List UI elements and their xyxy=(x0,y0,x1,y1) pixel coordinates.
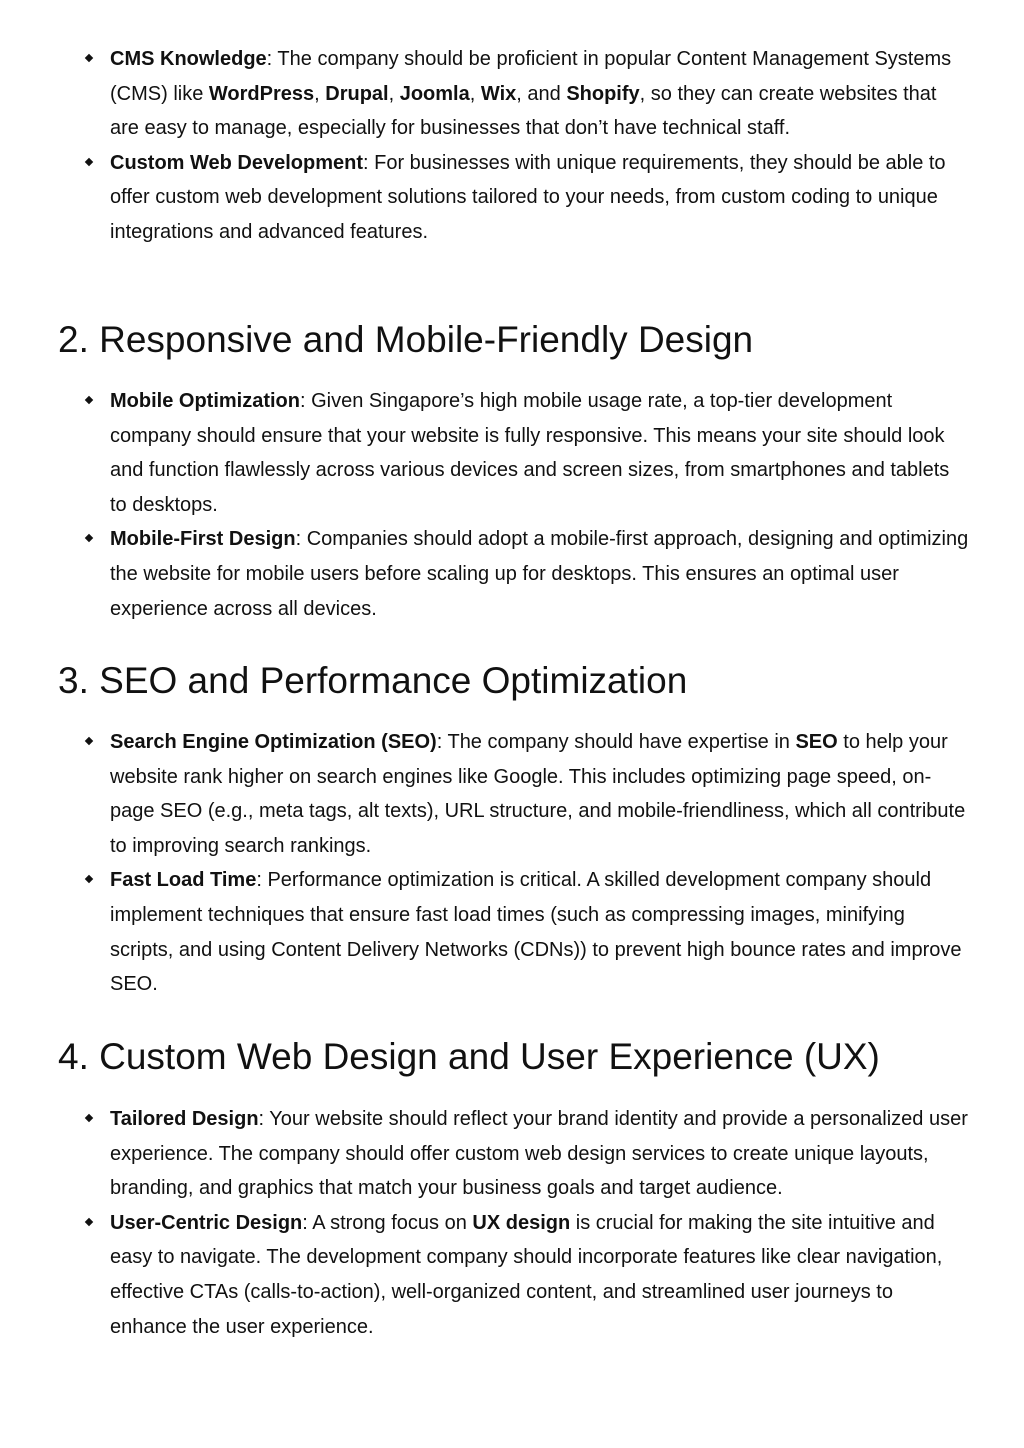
list-item xyxy=(110,42,970,146)
list-item xyxy=(110,1102,970,1206)
bullet-icon xyxy=(85,1114,93,1122)
cms-name: Joomla xyxy=(399,82,470,105)
section-heading-seo: 3. SEO and Performance Optimization xyxy=(58,660,688,701)
bullet-icon xyxy=(85,158,93,166)
bullet-text: : Your website should reflect your brand identity and provide a personalized user experience. The company should offer custom web design services to create unique layouts, branding, and graphics that match your business goals and target audience. xyxy=(110,1108,968,1200)
cms-name: Wix xyxy=(480,82,517,105)
emphasis: SEO xyxy=(795,731,838,753)
seo-bullet-list xyxy=(110,725,970,1002)
bullet-term: Mobile Optimization xyxy=(110,390,300,412)
list-item xyxy=(110,725,970,863)
bullet-text: : Performance optimization is critical. A skilled development company should implement techniques that ensure fast load times (such as compressing images, minifying scripts, and using Content Delivery Networks (CDNs)) to prevent high bounce rates and improve SEO. xyxy=(110,869,962,996)
section-heading-responsive: 2. Responsive and Mobile-Friendly Design xyxy=(58,319,754,360)
list-item xyxy=(110,384,970,522)
bullet-text: to help your website rank higher on search engines like Google. This includes optimizing page speed, on-page SEO (e.g., meta tags, alt texts), URL structure, and mobile-friendliness, which all contribute to improving search rankings. xyxy=(110,731,966,857)
separator: , and xyxy=(516,82,567,105)
list-item xyxy=(110,863,970,1001)
separator: , xyxy=(314,82,326,105)
cms-name: Shopify xyxy=(566,82,640,105)
ux-bullet-list xyxy=(110,1102,970,1344)
bullet-term: Custom Web Development xyxy=(110,151,363,174)
bullet-icon xyxy=(85,737,93,745)
bullet-icon xyxy=(85,54,93,62)
bullet-text: : A strong focus on xyxy=(302,1211,473,1234)
bullet-text: : The company should have expertise in xyxy=(436,731,796,753)
section-heading-ux: 4. Custom Web Design and User Experience (UX) xyxy=(58,1036,880,1077)
bullet-term: Fast Load Time xyxy=(110,869,257,892)
bullet-text: : The company should be proficient in popular Content Management Systems (CMS) like xyxy=(110,48,952,105)
cms-bullet-list xyxy=(110,42,970,250)
bullet-term: Tailored Design xyxy=(110,1108,259,1130)
bullet-text: , so they can create websites that are easy to manage, especially for businesses that don’t have technical staff. xyxy=(110,82,937,140)
bullet-term: Mobile-First Design xyxy=(110,528,296,551)
list-item xyxy=(110,146,970,250)
responsive-bullet-list xyxy=(110,384,970,626)
bullet-text: : Given Singapore’s high mobile usage rate, a top-tier development company should ensure that your website is fully responsive. This means your site should look and function flawlessly across various devices and screen sizes, from smartphones and tablets to desktops. xyxy=(110,390,950,516)
cms-name: WordPress xyxy=(208,82,315,105)
bullet-term: Search Engine Optimization (SEO) xyxy=(110,731,437,753)
bullet-icon xyxy=(85,396,93,404)
bullet-term: CMS Knowledge xyxy=(110,48,267,70)
emphasis: UX design xyxy=(472,1211,571,1234)
bullet-icon xyxy=(85,534,93,542)
bullet-term: User-Centric Design xyxy=(110,1211,303,1234)
bullet-text: is crucial for making the site intuitive and easy to navigate. The development company should incorporate features like clear navigation, effective CTAs (calls-to-action), well-organized content, and streamlined user journeys to enhance the user experience. xyxy=(110,1211,943,1338)
bullet-icon xyxy=(85,875,93,883)
bullet-text: : For businesses with unique requirements, they should be able to offer custom web development solutions tailored to your needs, from custom coding to unique integrations and advanced features. xyxy=(110,151,946,243)
list-item xyxy=(110,522,970,626)
separator: , xyxy=(388,82,400,105)
list-item xyxy=(110,1206,970,1344)
bullet-text: : Companies should adopt a mobile-first approach, designing and optimizing the website for mobile users before scaling up for desktops. This ensures an optimal user experience across all devices. xyxy=(110,528,969,620)
separator: , xyxy=(469,82,481,105)
cms-name: Drupal xyxy=(325,82,389,105)
bullet-icon xyxy=(85,1218,93,1226)
